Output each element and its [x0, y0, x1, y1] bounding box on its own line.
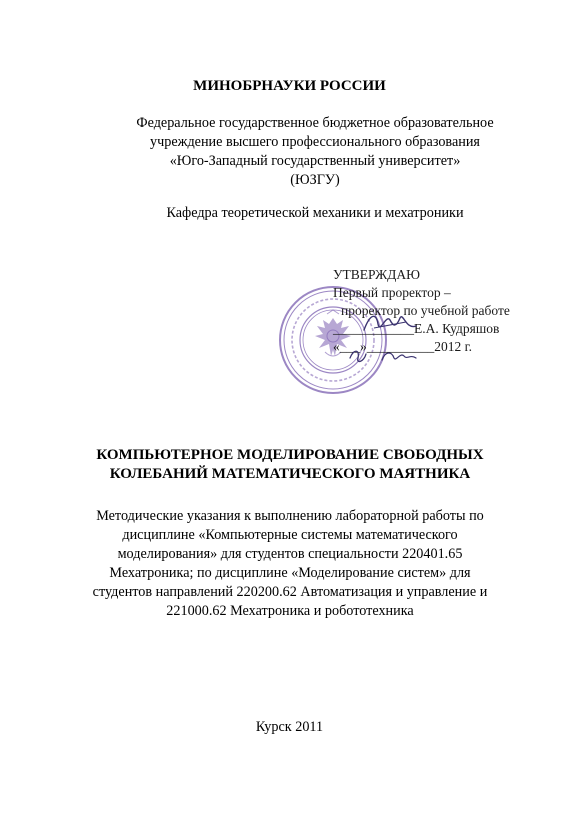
description-line: моделирования» для студентов специальности 220401.65: [117, 546, 463, 562]
institution-line: «Юго-Западный государственный университет»: [169, 153, 461, 169]
document-description: [60, 507, 520, 621]
institution-line: Федеральное государственное бюджетное образовательное: [136, 115, 494, 131]
title-line: КОЛЕБАНИЙ МАТЕМАТИЧЕСКОГО МАЯТНИКА: [109, 466, 471, 482]
description-line: Методические указания к выполнению лабораторной работы по: [96, 508, 484, 524]
description-line: студентов направлений 220200.62 Автоматизация и управление и: [92, 584, 488, 600]
title-line: КОМПЬЮТЕРНОЕ МОДЕЛИРОВАНИЕ СВОБОДНЫХ: [96, 447, 484, 463]
city-year: Курск 2011: [255, 719, 324, 735]
handwritten-signature: [360, 308, 420, 338]
institution-name: [110, 114, 520, 190]
approval-date: «___»__________2012 г.: [333, 339, 473, 354]
institution-line: учреждение высшего профессионального образования: [150, 134, 480, 150]
approval-position-line2: проректор по учебной работе: [341, 303, 510, 318]
approval-heading: УТВЕРЖДАЮ: [333, 267, 421, 282]
description-line: дисциплине «Компьютерные системы математического: [122, 527, 458, 543]
institution-line: (ЮЗГУ): [290, 172, 340, 188]
approval-signer: ____________Е.А. Кудряшов: [333, 321, 500, 336]
description-line: 221000.62 Мехатроника и робототехника: [166, 603, 414, 619]
ministry-heading: МИНОБРНАУКИ РОССИИ: [193, 78, 386, 94]
description-line: Мехатроника; по дисциплине «Моделирование систем» для: [109, 565, 471, 581]
document-title: [40, 446, 540, 484]
approval-position-line1: Первый проректор –: [333, 285, 451, 300]
department-name: Кафедра теоретической механики и мехатроники: [166, 205, 464, 221]
handwritten-date: [340, 340, 420, 368]
